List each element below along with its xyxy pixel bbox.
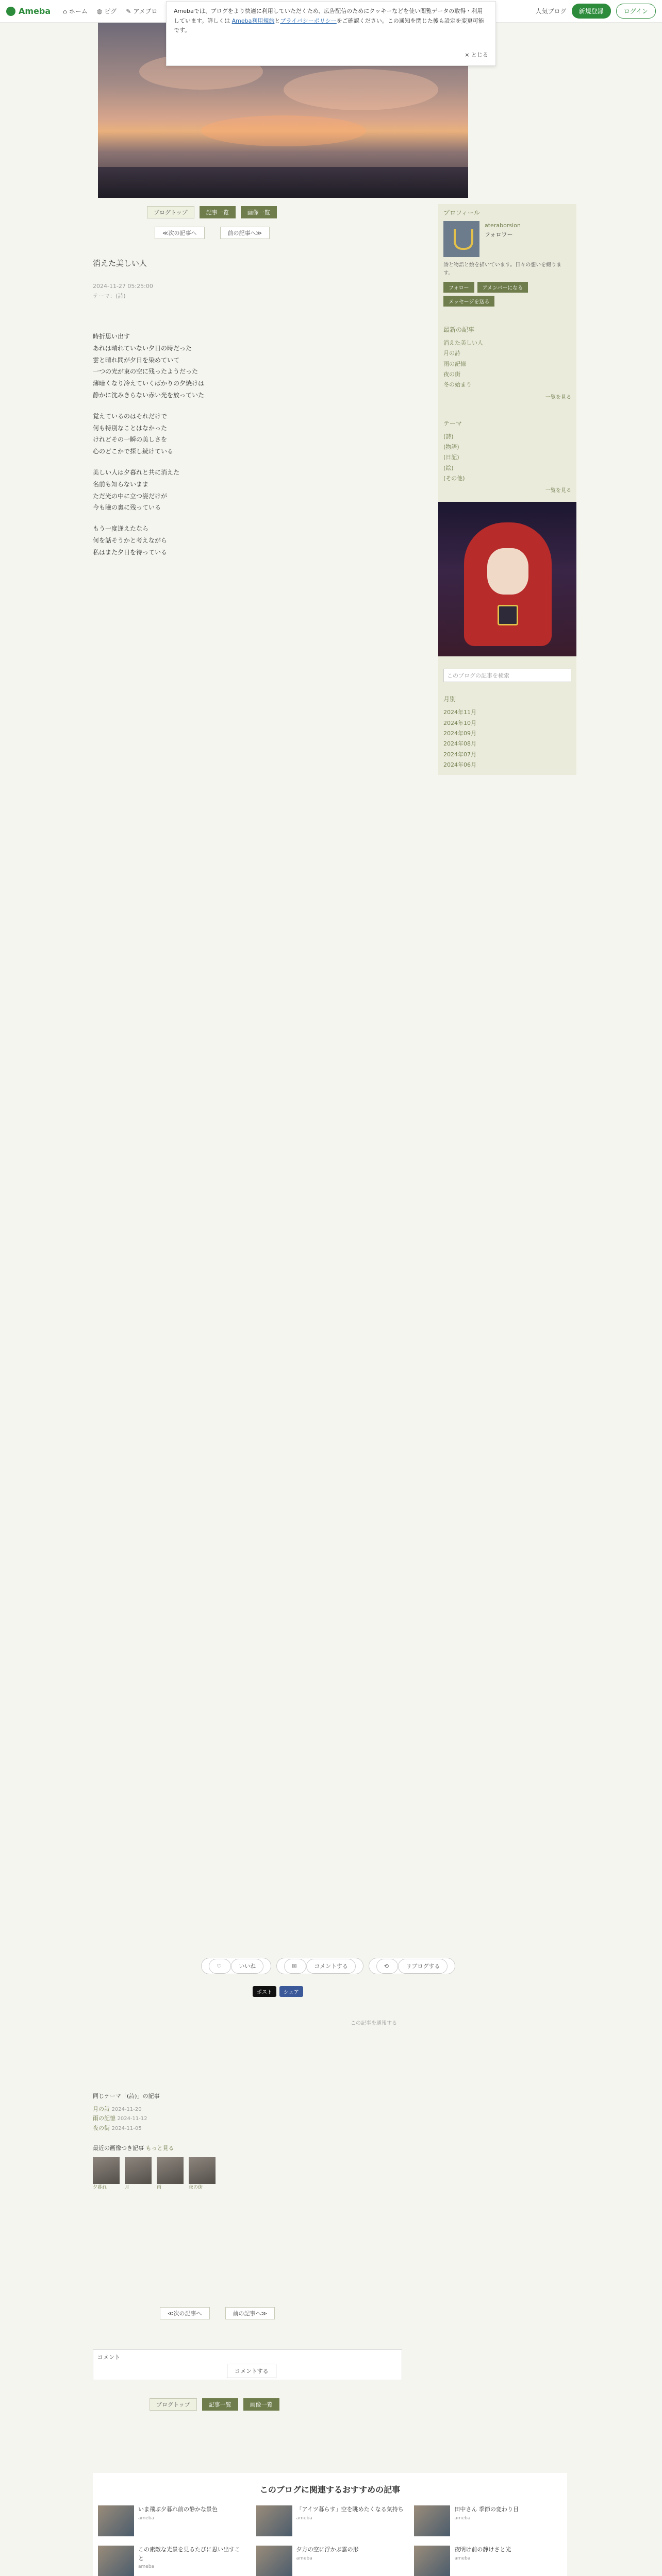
article-title: 消えた美しい人	[93, 259, 147, 268]
logo-text: Ameba	[19, 6, 51, 16]
recommended-section	[93, 2473, 567, 2576]
reblog-icon: ⟲	[376, 1959, 399, 1974]
sidebar-illustration	[438, 502, 576, 656]
blog-search-input[interactable]: このブログの記事を検索	[443, 669, 571, 682]
nav-ameblo[interactable]: ✎ アメブロ	[126, 7, 158, 15]
archive-item[interactable]: 2024年07月	[443, 751, 476, 758]
reco-item[interactable]: この素敵な光景を見るたびに思い出すこと ameba	[98, 2546, 246, 2576]
follow-button[interactable]: フォロー	[443, 282, 474, 293]
blog-nav	[147, 206, 277, 218]
blog-top-button[interactable]: ブログトップ	[150, 2398, 197, 2411]
next-article-button[interactable]: ≪次の記事へ	[160, 2307, 210, 2319]
blog-nav-bottom	[150, 2398, 279, 2411]
related-date: 2024-11-20	[111, 2106, 142, 2112]
archive-item[interactable]: 2024年08月	[443, 740, 476, 748]
recent-item[interactable]: 雨の記憶	[443, 360, 466, 367]
image-list-button[interactable]: 画像一覧	[243, 2398, 279, 2411]
related-link[interactable]: 雨の記憶	[93, 2115, 115, 2122]
privacy-link[interactable]: プライバシーポリシー	[280, 17, 337, 24]
article	[93, 258, 412, 568]
recent-heading: 最新の記事	[443, 326, 475, 333]
x-share-button[interactable]: ポスト	[253, 1986, 276, 1997]
comment-icon: ✉	[284, 1959, 306, 1974]
terms-link[interactable]: Ameba利用規約	[231, 17, 275, 24]
theme-item[interactable]: (絵)	[443, 464, 454, 471]
profile-name[interactable]: ateraborsion	[485, 222, 521, 229]
archive-heading: 月別	[443, 696, 456, 703]
profile-heading: プロフィール	[443, 209, 480, 216]
related-date: 2024-11-05	[111, 2126, 142, 2132]
reco-item[interactable]: 「アイツ暮らす」空を眺めたくなる気持ち ameba	[256, 2505, 404, 2536]
recent-item[interactable]: 冬の始まり	[443, 381, 472, 388]
reco-item[interactable]: 田中さん 季節の変わり目 ameba	[414, 2505, 562, 2536]
blog-icon: ✎	[126, 7, 131, 15]
image-list-button[interactable]: 画像一覧	[241, 206, 277, 218]
popular-blogs-link[interactable]: 人気ブログ	[535, 8, 567, 15]
archive-item[interactable]: 2024年09月	[443, 730, 476, 737]
reco-item[interactable]: いま飛ぶ夕暮れ前の静かな景色 ameba	[98, 2505, 246, 2536]
archive-item[interactable]: 2024年10月	[443, 719, 476, 726]
fb-share-button[interactable]: シェア	[279, 1986, 303, 1997]
article-theme[interactable]: テーマ：(詩)	[93, 293, 126, 299]
notice-text-1: Amebaでは、ブログをより快適に利用していただくため、広告配信のためにクッキーなどを使い閲覧データの取得・利用しています。詳しくは	[174, 8, 483, 24]
search-box	[438, 660, 576, 690]
thumb-item[interactable]: 夕暮れ	[93, 2157, 120, 2192]
ameba-logo-icon	[6, 7, 15, 16]
theme-item[interactable]: (その他)	[443, 475, 465, 482]
notice-close-button[interactable]: × とじる	[465, 52, 488, 59]
message-button[interactable]: メッセージを送る	[443, 296, 494, 307]
theme-item[interactable]: (日記)	[443, 454, 459, 461]
reco-item[interactable]: 夕方の空に浮かぶ雲の形 ameba	[256, 2546, 404, 2576]
theme-item[interactable]: (詩)	[443, 433, 454, 440]
profile-description: 詩と物語と絵を描いています。日々の想いを綴ります。	[443, 262, 562, 276]
recent-box	[438, 321, 576, 404]
comment-label: コメント	[97, 2354, 120, 2361]
avatar[interactable]	[443, 221, 479, 257]
related-heading: 同じテーマ「(詩)」の記事	[93, 2093, 160, 2099]
nav-pigg[interactable]: ◍ ピグ	[96, 7, 117, 15]
article-list-button[interactable]: 記事一覧	[202, 2398, 238, 2411]
reaction-bar	[201, 1958, 455, 1974]
recent-more-link[interactable]: 一覧を見る	[545, 394, 571, 400]
profile-meta: フォロワー	[485, 231, 513, 238]
reblog-button[interactable]: ⟲ リブログする	[369, 1958, 456, 1974]
archive-box	[438, 690, 576, 774]
ameba-logo[interactable]	[6, 6, 51, 16]
prev-article-button[interactable]: 前の記事へ≫	[225, 2307, 275, 2319]
archive-item[interactable]: 2024年06月	[443, 761, 476, 769]
article-list-button[interactable]: 記事一覧	[200, 206, 236, 218]
article-paragraph: 時折思い出す あれは晴れていない夕日の時だった 雲と晴れ間が夕日を染めていて 一つの光が東の空に残ったようだった 薄暗くなり冷えていくばかりの夕焼けは 静かに沈みきらない赤い光を放っていた	[93, 333, 205, 399]
share-bar	[253, 1986, 303, 1997]
profile-box	[438, 204, 576, 311]
recommended-heading: このブログに関連するおすすめの記事	[259, 2485, 401, 2495]
theme-heading: テーマ	[443, 419, 462, 427]
article-paragraph: 覚えているのはそれだけで 何も特別なことはなかった けれどその一瞬の美しさを 心のどこかで探し続けている	[93, 412, 174, 455]
article-paragraph: 美しい人は夕暮れと共に消えた 名前も知らないまま ただ光の中に立つ姿だけが 今も瞼の裏に残っている	[93, 468, 180, 512]
heart-icon: ♡	[209, 1959, 231, 1974]
article-pager	[155, 227, 270, 239]
notice-text-2: をご確認ください。この通知を閉じた後も設定を変更可能です。	[174, 17, 484, 34]
thumb-item[interactable]: 雨	[157, 2157, 184, 2192]
article-paragraph: もう一度逢えたなら 何を話そうかと考えながら 私はまた夕日を待っている	[93, 525, 168, 556]
cookie-notice	[166, 1, 496, 66]
recent-item[interactable]: 月の詩	[443, 350, 460, 357]
next-article-button[interactable]: ≪次の記事へ	[155, 227, 205, 239]
prev-article-button[interactable]: 前の記事へ≫	[220, 227, 270, 239]
sidebar	[438, 204, 576, 775]
theme-box	[438, 415, 576, 498]
related-item	[93, 2114, 402, 2124]
like-button[interactable]: ♡ いいね	[201, 1958, 271, 1974]
blog-top-button[interactable]: ブログトップ	[147, 206, 194, 218]
nav-home[interactable]: ⌂ ホーム	[63, 7, 88, 15]
article-body	[93, 331, 402, 558]
related-item	[93, 2124, 402, 2133]
images-more-link[interactable]: もっと見る	[145, 2144, 174, 2151]
recent-item[interactable]: 消えた美しい人	[443, 340, 483, 346]
images-heading: 最近の画像つき記事 もっと見る	[93, 2144, 174, 2151]
notice-sep: と	[274, 17, 280, 24]
global-nav	[63, 7, 157, 15]
reco-item[interactable]: 夜明け前の静けさと光 ameba	[414, 2546, 562, 2576]
related-date: 2024-11-12	[117, 2116, 147, 2122]
pigg-icon: ◍	[96, 7, 103, 15]
login-button[interactable]: ログイン	[616, 4, 656, 19]
related-item	[93, 2105, 402, 2114]
related-link[interactable]: 夜の街	[93, 2125, 110, 2132]
archive-item[interactable]: 2024年11月	[443, 709, 476, 716]
thumb-item[interactable]: 夜の街	[189, 2157, 216, 2192]
comment-button[interactable]: ✉ コメントする	[276, 1958, 363, 1974]
theme-item[interactable]: (物語)	[443, 444, 459, 451]
home-icon: ⌂	[63, 7, 67, 15]
related-posts	[93, 2092, 402, 2192]
post-comment-button[interactable]: コメントする	[227, 2364, 276, 2378]
amember-button[interactable]: アメンバーになる	[477, 282, 528, 293]
related-link[interactable]: 月の詩	[93, 2105, 110, 2112]
article-date: 2024-11-27 05:25:00	[93, 283, 153, 290]
theme-more-link[interactable]: 一覧を見る	[545, 488, 571, 494]
thumb-item[interactable]: 月	[125, 2157, 152, 2192]
signup-button[interactable]: 新規登録	[572, 4, 611, 19]
report-link[interactable]: この記事を通報する	[351, 2021, 397, 2026]
article-pager-bottom	[160, 2307, 275, 2319]
recent-item[interactable]: 夜の街	[443, 371, 460, 378]
